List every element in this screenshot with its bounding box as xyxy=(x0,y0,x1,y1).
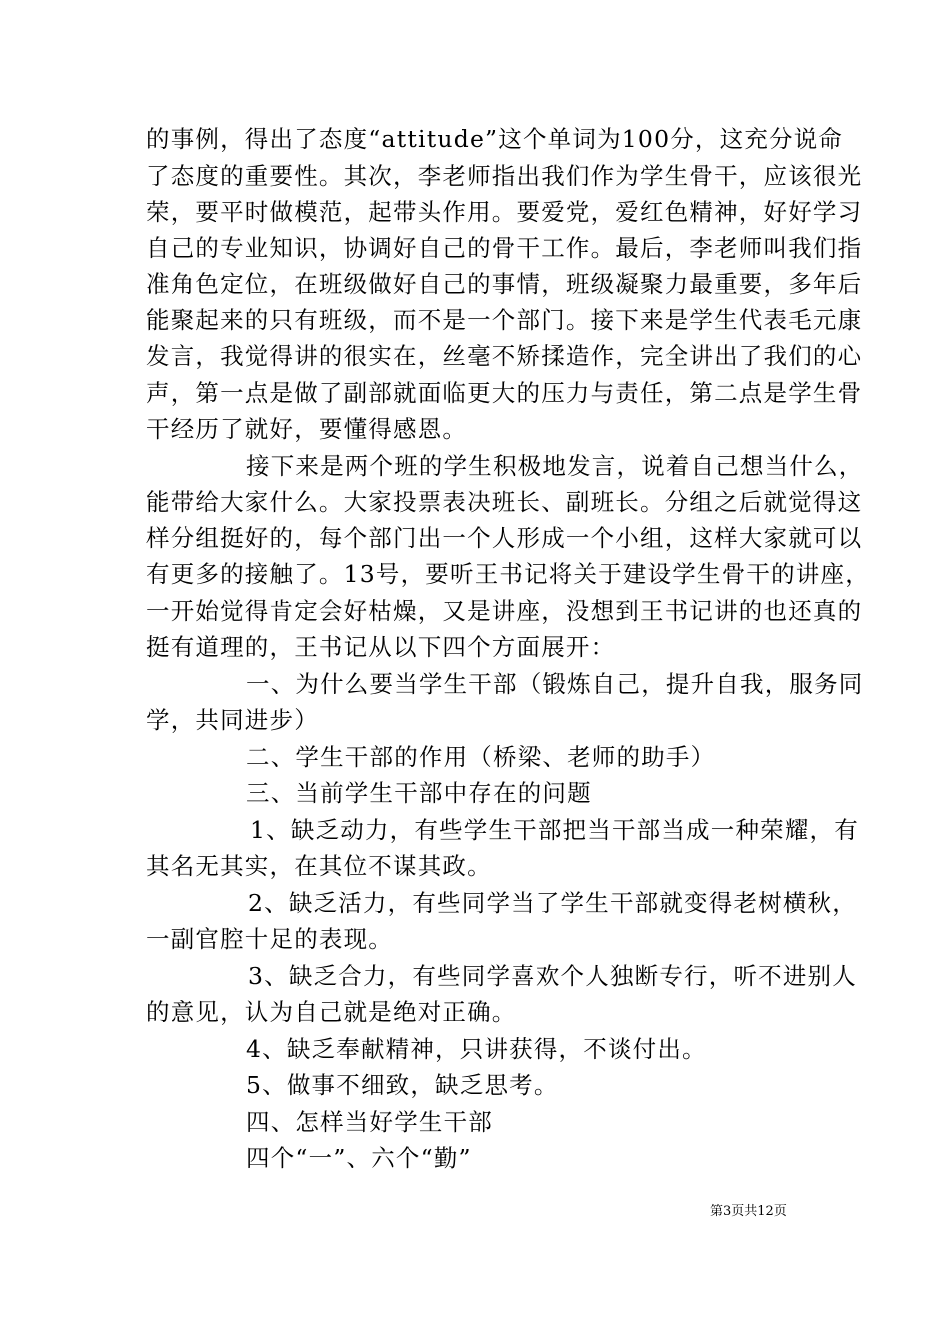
text-line: 有更多的接触了。13号，要听王书记将关于建设学生骨干的讲座， xyxy=(146,560,870,588)
text-line: 4、缺乏奉献精神，只讲获得，不谈付出。 xyxy=(246,1035,707,1063)
text-line: 学，共同进步） xyxy=(146,706,319,734)
text-line: 四个“一”、六个“勤” xyxy=(246,1144,472,1172)
text-line: 四、怎样当好学生干部 xyxy=(246,1108,493,1136)
text-line: 挺有道理的，王书记从以下四个方面展开： xyxy=(146,633,616,661)
text-line: 能聚起来的只有班级，而不是一个部门。接下来是学生代表毛元康 xyxy=(146,306,863,334)
text-line: 荣，要平时做模范，起带头作用。要爱党，爱红色精神，好好学习 xyxy=(146,198,863,226)
text-line: 准角色定位，在班级做好自己的事情，班级凝聚力最重要，多年后 xyxy=(146,270,863,298)
text-line: 一、为什么要当学生干部（锻炼自己，提升自我，服务同 xyxy=(246,670,864,698)
text-line: 3、缺乏合力，有些同学喜欢个人独断专行，听不进别人 xyxy=(248,962,857,990)
text-line: 5、做事不细致，缺乏思考。 xyxy=(246,1071,559,1099)
text-line: 1、缺乏动力，有些学生干部把当干部当成一种荣耀，有 xyxy=(250,816,859,844)
text-line: 声，第一点是做了副部就面临更大的压力与责任，第二点是学生骨 xyxy=(146,379,863,407)
text-line: 其名无其实，在其位不谋其政。 xyxy=(146,852,492,880)
text-line: 能带给大家什么。大家投票表决班长、副班长。分组之后就觉得这 xyxy=(146,488,863,516)
text-line: 接下来是两个班的学生积极地发言，说着自己想当什么， xyxy=(246,452,864,480)
text-line: 了态度的重要性。其次，李老师指出我们作为学生骨干，应该很光 xyxy=(146,162,863,190)
text-line: 三、当前学生干部中存在的问题 xyxy=(246,779,592,807)
page-number: 第3页共12页 xyxy=(710,1204,787,1219)
text-line: 样分组挺好的，每个部门出一个人形成一个小组，这样大家就可以 xyxy=(146,524,863,552)
text-line: 的事例，得出了态度“attitude”这个单词为100分，这充分说命 xyxy=(146,125,844,153)
text-line: 2、缺乏活力，有些同学当了学生干部就变得老树横秋， xyxy=(248,889,857,917)
text-line: 自己的专业知识，协调好自己的骨干工作。最后，李老师叫我们指 xyxy=(146,234,863,262)
text-line: 干经历了就好，要懂得感恩。 xyxy=(146,415,468,443)
text-line: 发言，我觉得讲的很实在，丝毫不矫揉造作，完全讲出了我们的心 xyxy=(146,342,863,370)
text-line: 一副官腔十足的表现。 xyxy=(146,925,393,953)
text-line: 一开始觉得肯定会好枯燥，又是讲座，没想到王书记讲的也还真的 xyxy=(146,597,863,625)
text-line: 的意见，认为自己就是绝对正确。 xyxy=(146,998,517,1026)
text-line: 二、学生干部的作用（桥梁、老师的助手） xyxy=(246,743,716,771)
